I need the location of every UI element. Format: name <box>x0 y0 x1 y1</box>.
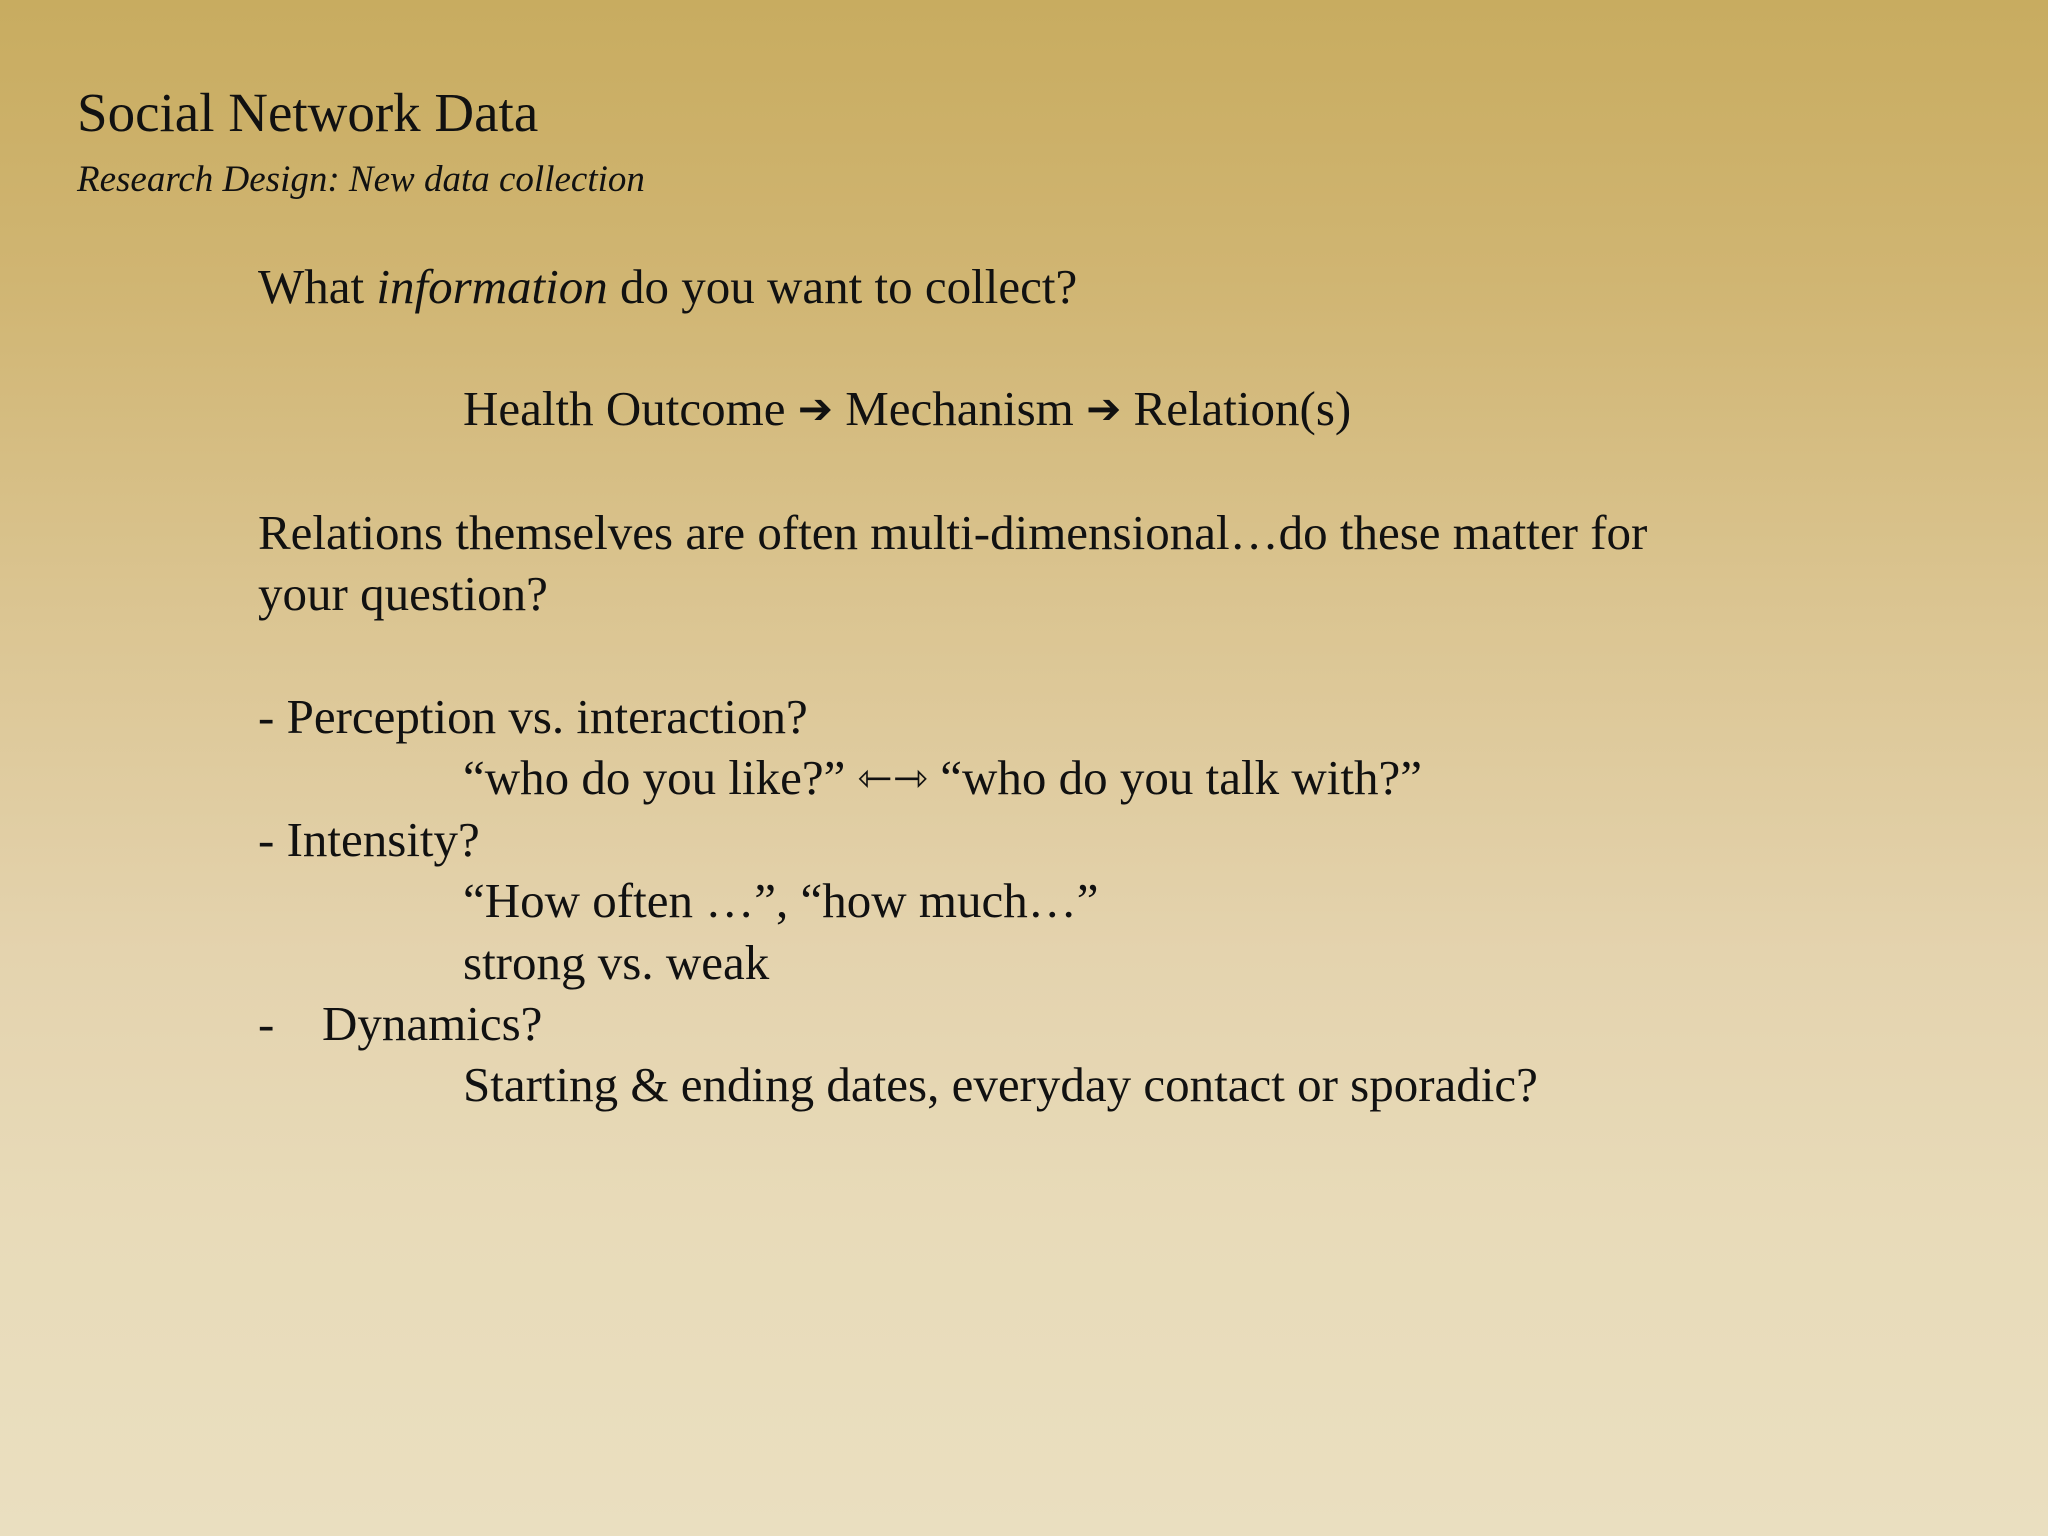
right-arrow-icon: ➔ <box>1086 384 1122 433</box>
bullet-intensity: - Intensity? <box>258 812 480 867</box>
slide-subtitle: Research Design: New data collection <box>77 159 645 200</box>
question-emphasis: information <box>376 259 608 314</box>
question-information <box>258 257 1077 317</box>
perception-example <box>463 748 1422 808</box>
relations-line-2: your question? <box>258 566 548 621</box>
dynamics-example: Starting & ending dates, everyday contact or sporadic? <box>463 1057 1538 1112</box>
intensity-example-1: “How often …”, “how much…” <box>463 873 1099 928</box>
example-like: “who do you like?” <box>463 750 846 805</box>
intensity-example-2: strong vs. weak <box>463 935 770 990</box>
chain-health-outcome: Health Outcome <box>463 381 786 436</box>
question-text-post: do you want to collect? <box>607 259 1078 314</box>
bullet-perception: - Perception vs. interaction? <box>258 689 808 744</box>
question-text-pre: What <box>258 259 377 314</box>
example-talk: “who do you talk with?” <box>940 750 1422 805</box>
bullet-dash: - <box>258 996 275 1051</box>
relations-line-1: Relations themselves are often multi-dimensional…do these matter for <box>258 505 1648 560</box>
causal-chain <box>463 379 1351 439</box>
bidirectional-arrow-icon: ⇽⇾ <box>857 753 928 802</box>
slide-title: Social Network Data <box>77 82 539 143</box>
right-arrow-icon: ➔ <box>797 384 833 433</box>
chain-mechanism: Mechanism <box>845 381 1074 436</box>
chain-relations: Relation(s) <box>1133 381 1352 436</box>
dynamics-label: Dynamics? <box>322 996 543 1051</box>
bullet-dynamics <box>258 994 542 1054</box>
